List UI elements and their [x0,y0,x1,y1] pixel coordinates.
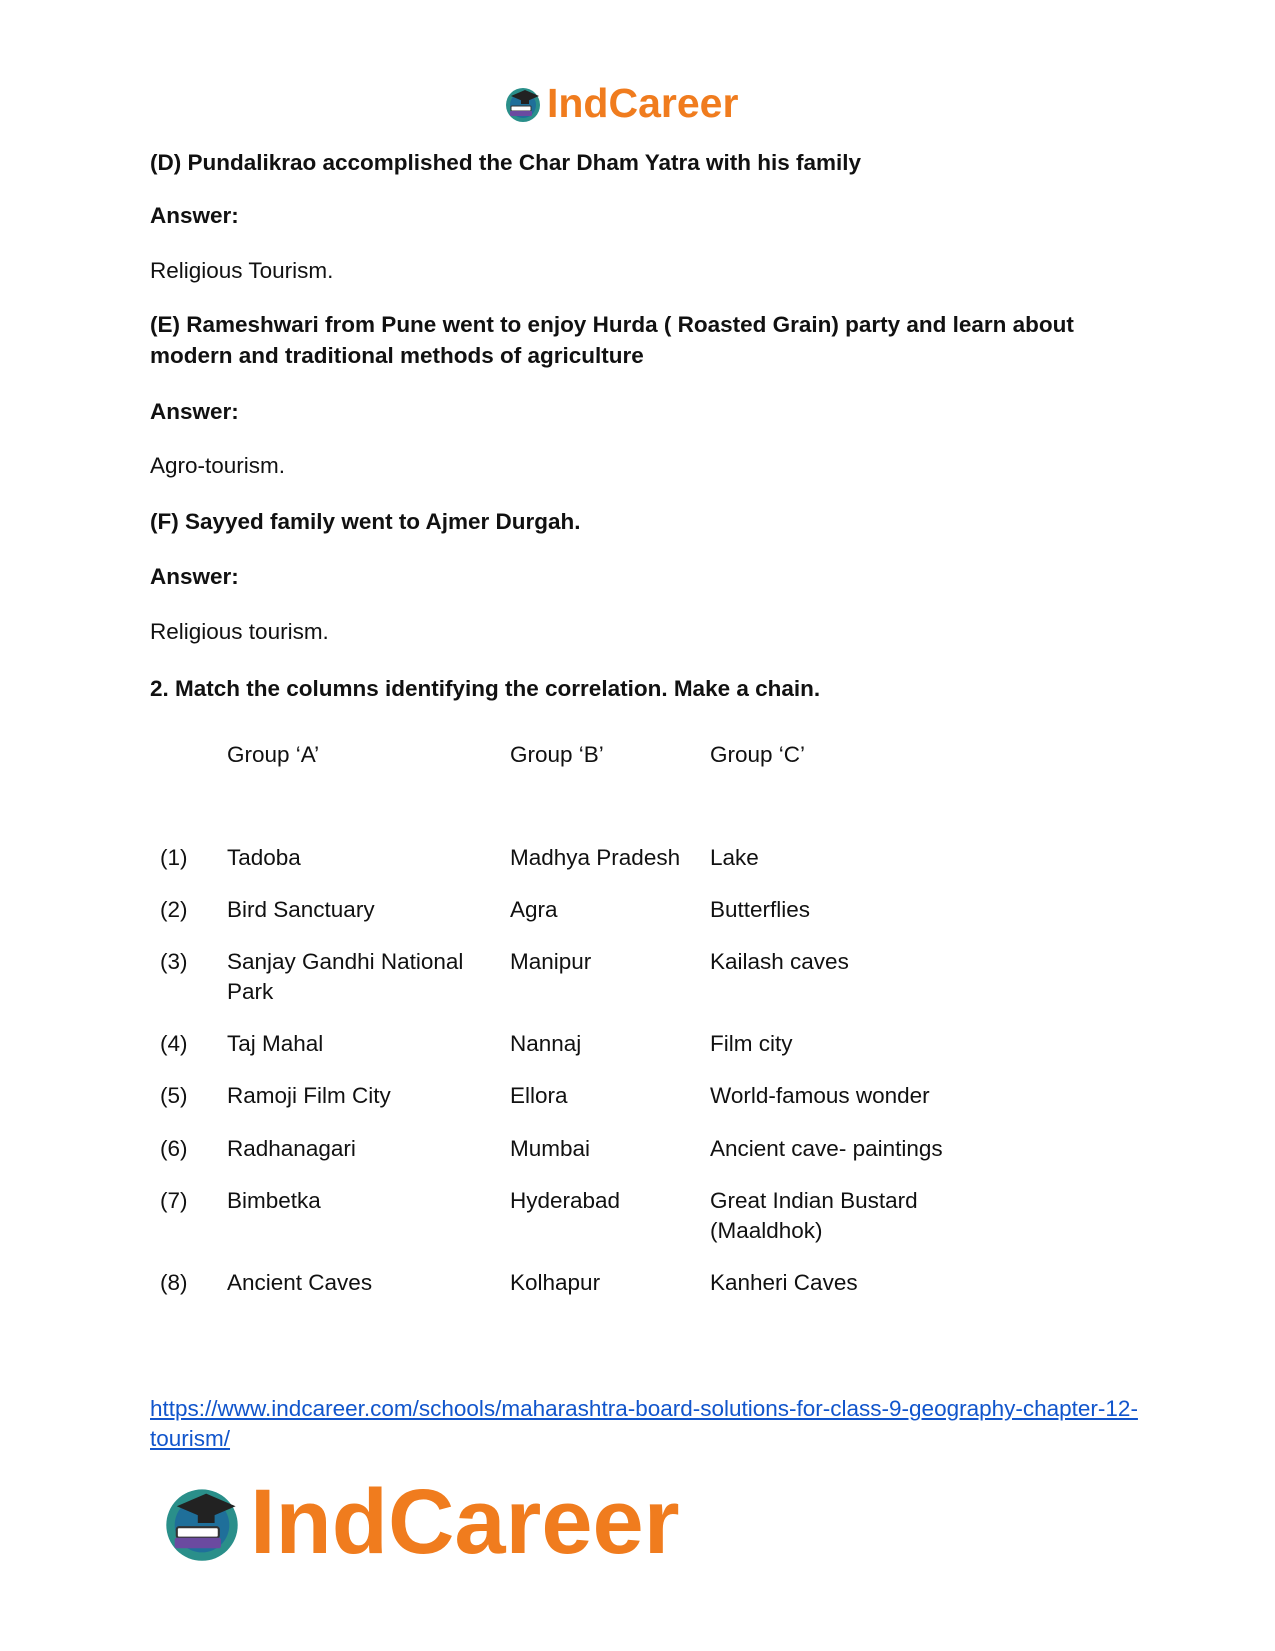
row-number: (1) [160,845,188,870]
cell-group-b: Manipur [510,949,592,974]
brand-name: IndCareer [250,1471,680,1573]
source-link[interactable]: https://www.indcareer.com/schools/maharashtra-board-solutions-for-class-9-geography-chapter-12-tourism/ [150,1396,1138,1451]
cell-group-b: Agra [510,897,558,922]
cell-group-a: Taj Mahal [227,1031,324,1056]
cell-group-b: Hyderabad [510,1188,621,1213]
cell-group-a: Tadoba [227,845,301,870]
answer-text: Religious Tourism. [150,258,334,283]
row-number: (8) [160,1270,188,1295]
cell-group-c: Film city [710,1031,793,1056]
cell-group-c: Lake [710,845,759,870]
answer-label: Answer: [150,564,239,589]
row-number: (7) [160,1188,188,1213]
cell-group-c: Great Indian Bustard (Maaldhok) [710,1188,918,1243]
answer-text: Agro-tourism. [150,453,286,478]
answer-label: Answer: [150,203,239,228]
header-group-b: Group ‘B’ [510,742,604,767]
cell-group-c: Butterflies [710,897,811,922]
cell-group-a: Bimbetka [227,1188,321,1213]
cell-group-c: Ancient cave- paintings [710,1136,943,1161]
cell-group-c: World-famous wonder [710,1083,930,1108]
cell-group-a: Ancient Caves [227,1270,373,1295]
answer-text: Religious tourism. [150,619,329,644]
header-group-c: Group ‘C’ [710,742,806,767]
indcareer-logo-top [503,80,738,127]
header-group-a: Group ‘A’ [227,742,320,767]
question-e [150,309,1140,371]
row-number: (2) [160,897,188,922]
cell-group-c: Kailash caves [710,949,849,974]
row-number: (5) [160,1083,188,1108]
brand-name: IndCareer [547,80,739,126]
cell-group-b: Nannaj [510,1031,582,1056]
cell-group-c: Kanheri Caves [710,1270,858,1295]
question-text: (F) Sayyed family went to Ajmer Durgah. [150,509,581,534]
cell-group-a: Bird Sanctuary [227,897,375,922]
graduation-cap-globe-book-icon [160,1481,244,1565]
cell-group-a: Radhanagari [227,1136,356,1161]
cell-group-a: Sanjay Gandhi National Park [227,949,464,1004]
question-text: (D) Pundalikrao accomplished the Char Dham Yatra with his family [150,150,862,175]
cell-group-b: Ellora [510,1083,568,1108]
cell-group-b: Madhya Pradesh [510,845,681,870]
question-d [150,147,1140,178]
answer-label: Answer: [150,399,239,424]
cell-group-b: Kolhapur [510,1270,601,1295]
match-heading: 2. Match the columns identifying the correlation. Make a chain. [150,676,821,701]
cell-group-a: Ramoji Film City [227,1083,391,1108]
question-f [150,506,1140,537]
graduation-cap-globe-book-icon [503,84,543,124]
row-number: (6) [160,1136,188,1161]
cell-group-b: Mumbai [510,1136,591,1161]
row-number: (4) [160,1031,188,1056]
question-text: (E) Rameshwari from Pune went to enjoy Hurda ( Roasted Grain) party and learn about modern and traditional methods of agriculture [150,312,1074,368]
row-number: (3) [160,949,188,974]
indcareer-logo-bottom [160,1470,680,1575]
